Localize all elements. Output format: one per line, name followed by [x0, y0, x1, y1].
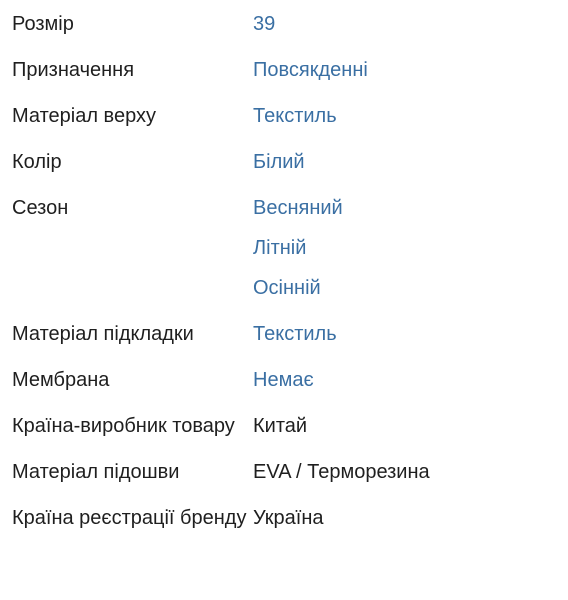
spec-value-link[interactable]: Літній	[253, 237, 307, 259]
spec-value-text: EVA / Терморезина	[253, 461, 430, 483]
spec-values	[253, 366, 560, 394]
spec-label: Мембрана	[12, 369, 110, 391]
spec-row-membrane	[12, 366, 560, 394]
spec-label: Країна реєстрації бренду	[12, 507, 247, 529]
spec-label: Країна-виробник товару	[12, 415, 235, 437]
spec-value-link[interactable]: Текстиль	[253, 105, 337, 127]
spec-row-country-of-manufacture	[12, 412, 560, 440]
spec-value-link[interactable]: Повсякденні	[253, 59, 368, 81]
spec-label: Розмір	[12, 13, 74, 35]
spec-value-text: Україна	[253, 507, 324, 529]
spec-value-link[interactable]: Весняний	[253, 197, 343, 219]
spec-row-season	[12, 194, 560, 302]
spec-value-link[interactable]: Білий	[253, 151, 305, 173]
spec-values	[253, 458, 560, 486]
spec-values	[253, 10, 560, 38]
spec-values	[253, 504, 560, 532]
spec-label: Колір	[12, 151, 62, 173]
spec-value-text: Китай	[253, 415, 308, 437]
spec-values	[253, 194, 560, 302]
product-specs-list	[12, 0, 560, 550]
spec-values	[253, 412, 560, 440]
spec-label: Матеріал підкладки	[12, 323, 194, 345]
spec-row-color	[12, 148, 560, 176]
spec-label: Сезон	[12, 197, 69, 219]
spec-value-link[interactable]: Текстиль	[253, 323, 337, 345]
spec-row-size	[12, 0, 560, 38]
spec-values	[253, 320, 560, 348]
spec-row-sole-material	[12, 458, 560, 486]
spec-row-purpose	[12, 56, 560, 84]
spec-row-brand-registration-country	[12, 504, 560, 532]
spec-row-lining-material	[12, 320, 560, 348]
spec-value-link[interactable]: Осінній	[253, 277, 321, 299]
spec-label: Матеріал підошви	[12, 461, 180, 483]
spec-value-link[interactable]: Немає	[253, 369, 314, 391]
spec-row-upper-material	[12, 102, 560, 130]
spec-value-link[interactable]: 39	[253, 13, 276, 35]
spec-label: Призначення	[12, 59, 135, 81]
spec-values	[253, 148, 560, 176]
spec-values	[253, 56, 560, 84]
spec-values	[253, 102, 560, 130]
spec-label: Матеріал верху	[12, 105, 156, 127]
